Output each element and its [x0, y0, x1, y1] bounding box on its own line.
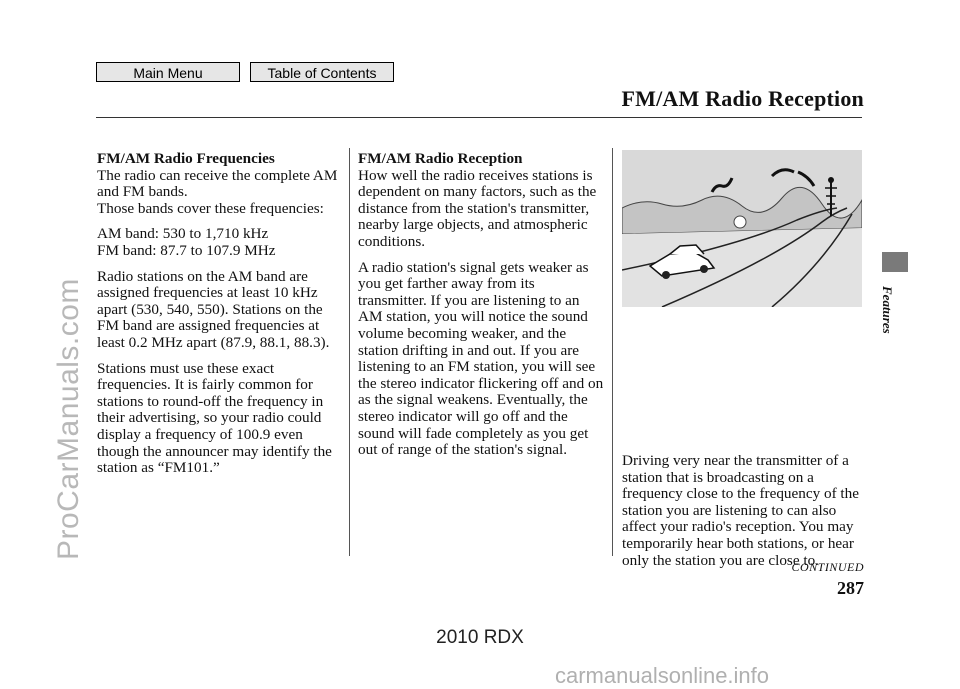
table-of-contents-button[interactable]: Table of Contents: [250, 62, 394, 82]
watermark-bottom: carmanualsonline.info: [555, 663, 770, 688]
header-divider: [96, 117, 862, 118]
radio-reception-illustration: [622, 150, 862, 307]
model-footer: 2010 RDX: [436, 627, 524, 648]
paragraph: Driving very near the transmitter of a station that is broadcasting on a frequency close to the frequency of the station you are listening to can also affect your radio's reception. You may temporarily hear both stations, or hear only the station you are close to.: [622, 452, 859, 569]
paragraph: How well the radio receives stations is dependent on many factors, such as the distance from the station's transmitter, nearby large objects, and atmospheric conditions.: [358, 166, 597, 250]
continued-label: CONTINUED: [791, 560, 864, 574]
section-heading-reception: FM/AM Radio Reception: [358, 150, 523, 167]
main-menu-button[interactable]: Main Menu: [96, 62, 240, 82]
paragraph: Radio stations on the AM band are assigned frequencies at least 10 kHz apart (530, 540, 550). Stations on the FM band are assigned frequencies at least 0.2 MHz apart (87.9, 88.1, 88.3).: [97, 267, 330, 351]
car-transmitter-drawing: [622, 150, 862, 307]
column-divider: [612, 148, 613, 556]
column-divider: [349, 148, 350, 556]
paragraph: The radio can receive the complete AM and FM bands.: [97, 166, 338, 201]
section-heading-frequencies: FM/AM Radio Frequencies: [97, 150, 275, 167]
section-tab-marker: [882, 252, 908, 272]
page-number: 287: [837, 578, 864, 598]
fm-band-line: FM band: 87.7 to 107.9 MHz: [97, 241, 276, 259]
paragraph: Those bands cover these frequencies:: [97, 199, 324, 217]
am-band-line: AM band: 530 to 1,710 kHz: [97, 225, 269, 243]
page-title: FM/AM Radio Reception: [621, 86, 864, 111]
column-frequencies: [97, 151, 342, 486]
paragraph: A radio station's signal gets weaker as you get farther away from its transmitter. If you are listening to an AM station, you will notice the sound volume becoming weaker, and the station drifting in and out. If you are listening to an FM station, you will see the stereo indicator flickering off and on as the signal weakens. Eventually, the stereo indicator will go off and the sound will fade completely as you get out of range of the station's signal.: [358, 258, 604, 459]
section-tab-label: Features: [880, 286, 895, 334]
paragraph: Stations must use these exact frequencies. It is fairly common for stations to round-off the frequency in their advertising, so your radio could display a frequency of 100.9 even though the announcer may identify the station as “FM101.”: [97, 359, 332, 477]
column-reception: [358, 151, 604, 468]
watermark-left: ProCarManuals.com: [52, 278, 85, 560]
